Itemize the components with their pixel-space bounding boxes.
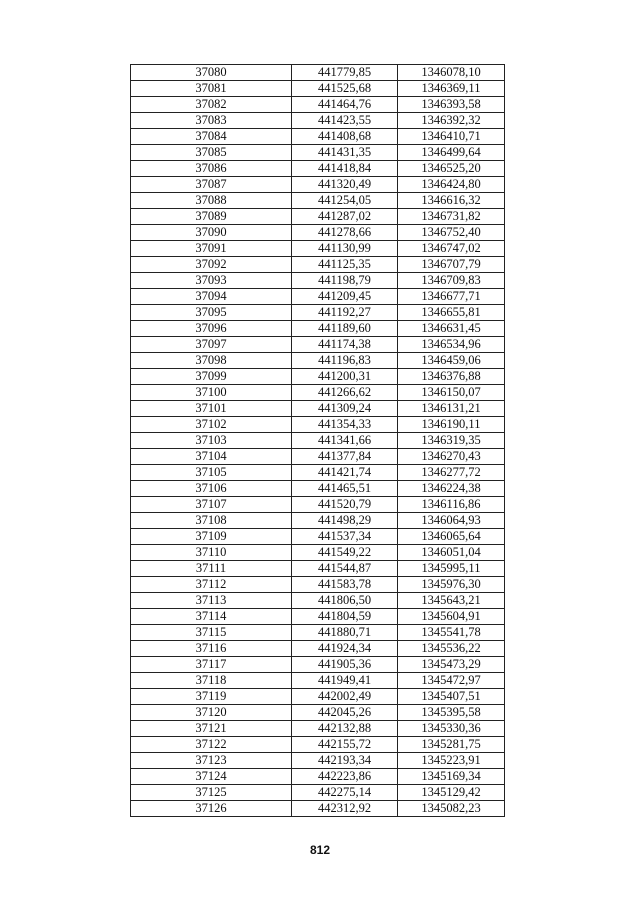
point-number-cell: 37089 (131, 209, 292, 225)
x-coordinate-cell: 441806,50 (292, 593, 398, 609)
y-coordinate-cell: 1345472,97 (398, 673, 505, 689)
x-coordinate-cell: 441525,68 (292, 81, 398, 97)
y-coordinate-cell: 1345330,36 (398, 721, 505, 737)
point-number-cell: 37122 (131, 737, 292, 753)
point-number-cell: 37126 (131, 801, 292, 817)
point-number-cell: 37098 (131, 353, 292, 369)
x-coordinate-cell: 441880,71 (292, 625, 398, 641)
table-row (131, 657, 505, 673)
point-number-cell: 37100 (131, 385, 292, 401)
y-coordinate-cell: 1346459,06 (398, 353, 505, 369)
table-row (131, 257, 505, 273)
y-coordinate-cell: 1346499,64 (398, 145, 505, 161)
x-coordinate-cell: 441949,41 (292, 673, 398, 689)
x-coordinate-cell: 441421,74 (292, 465, 398, 481)
x-coordinate-cell: 441198,79 (292, 273, 398, 289)
point-number-cell: 37113 (131, 593, 292, 609)
point-number-cell: 37093 (131, 273, 292, 289)
y-coordinate-cell: 1346525,20 (398, 161, 505, 177)
y-coordinate-cell: 1346369,11 (398, 81, 505, 97)
y-coordinate-cell: 1346534,96 (398, 337, 505, 353)
table-row (131, 465, 505, 481)
x-coordinate-cell: 441196,83 (292, 353, 398, 369)
table-row (131, 193, 505, 209)
y-coordinate-cell: 1346065,64 (398, 529, 505, 545)
point-number-cell: 37081 (131, 81, 292, 97)
table-row (131, 449, 505, 465)
y-coordinate-cell: 1346376,88 (398, 369, 505, 385)
table-row (131, 481, 505, 497)
y-coordinate-cell: 1346616,32 (398, 193, 505, 209)
x-coordinate-cell: 441377,84 (292, 449, 398, 465)
table-row (131, 689, 505, 705)
coordinate-table-body (131, 65, 505, 817)
x-coordinate-cell: 441423,55 (292, 113, 398, 129)
table-row (131, 513, 505, 529)
point-number-cell: 37092 (131, 257, 292, 273)
y-coordinate-cell: 1345536,22 (398, 641, 505, 657)
point-number-cell: 37087 (131, 177, 292, 193)
table-row (131, 785, 505, 801)
y-coordinate-cell: 1346655,81 (398, 305, 505, 321)
y-coordinate-cell: 1346424,80 (398, 177, 505, 193)
point-number-cell: 37104 (131, 449, 292, 465)
point-number-cell: 37090 (131, 225, 292, 241)
point-number-cell: 37123 (131, 753, 292, 769)
y-coordinate-cell: 1346631,45 (398, 321, 505, 337)
x-coordinate-cell: 441464,76 (292, 97, 398, 113)
y-coordinate-cell: 1346116,86 (398, 497, 505, 513)
x-coordinate-cell: 442223,86 (292, 769, 398, 785)
point-number-cell: 37105 (131, 465, 292, 481)
y-coordinate-cell: 1345604,91 (398, 609, 505, 625)
x-coordinate-cell: 441320,49 (292, 177, 398, 193)
x-coordinate-cell: 441418,84 (292, 161, 398, 177)
point-number-cell: 37094 (131, 289, 292, 305)
y-coordinate-cell: 1345082,23 (398, 801, 505, 817)
y-coordinate-cell: 1346709,83 (398, 273, 505, 289)
y-coordinate-cell: 1346078,10 (398, 65, 505, 81)
table-row (131, 369, 505, 385)
table-row (131, 385, 505, 401)
y-coordinate-cell: 1346707,79 (398, 257, 505, 273)
y-coordinate-cell: 1346677,71 (398, 289, 505, 305)
table-row (131, 705, 505, 721)
x-coordinate-cell: 441465,51 (292, 481, 398, 497)
point-number-cell: 37088 (131, 193, 292, 209)
x-coordinate-cell: 441498,29 (292, 513, 398, 529)
point-number-cell: 37099 (131, 369, 292, 385)
x-coordinate-cell: 442155,72 (292, 737, 398, 753)
table-row (131, 401, 505, 417)
point-number-cell: 37125 (131, 785, 292, 801)
point-number-cell: 37114 (131, 609, 292, 625)
x-coordinate-cell: 441431,35 (292, 145, 398, 161)
point-number-cell: 37083 (131, 113, 292, 129)
y-coordinate-cell: 1346393,58 (398, 97, 505, 113)
y-coordinate-cell: 1346051,04 (398, 545, 505, 561)
table-row (131, 65, 505, 81)
x-coordinate-cell: 441189,60 (292, 321, 398, 337)
y-coordinate-cell: 1345281,75 (398, 737, 505, 753)
x-coordinate-cell: 442193,34 (292, 753, 398, 769)
x-coordinate-cell: 442132,88 (292, 721, 398, 737)
y-coordinate-cell: 1346224,38 (398, 481, 505, 497)
table-row (131, 177, 505, 193)
x-coordinate-cell: 442275,14 (292, 785, 398, 801)
point-number-cell: 37119 (131, 689, 292, 705)
point-number-cell: 37115 (131, 625, 292, 641)
table-row (131, 97, 505, 113)
x-coordinate-cell: 441924,34 (292, 641, 398, 657)
x-coordinate-cell: 442312,92 (292, 801, 398, 817)
table-row (131, 769, 505, 785)
table-row (131, 417, 505, 433)
y-coordinate-cell: 1346319,35 (398, 433, 505, 449)
x-coordinate-cell: 442045,26 (292, 705, 398, 721)
x-coordinate-cell: 441287,02 (292, 209, 398, 225)
table-row (131, 577, 505, 593)
y-coordinate-cell: 1345541,78 (398, 625, 505, 641)
x-coordinate-cell: 441549,22 (292, 545, 398, 561)
x-coordinate-cell: 441520,79 (292, 497, 398, 513)
y-coordinate-cell: 1345407,51 (398, 689, 505, 705)
x-coordinate-cell: 442002,49 (292, 689, 398, 705)
table-row (131, 529, 505, 545)
coordinate-table (130, 64, 505, 817)
point-number-cell: 37095 (131, 305, 292, 321)
x-coordinate-cell: 441278,66 (292, 225, 398, 241)
x-coordinate-cell: 441804,59 (292, 609, 398, 625)
point-number-cell: 37107 (131, 497, 292, 513)
table-row (131, 625, 505, 641)
point-number-cell: 37091 (131, 241, 292, 257)
point-number-cell: 37117 (131, 657, 292, 673)
x-coordinate-cell: 441779,85 (292, 65, 398, 81)
x-coordinate-cell: 441209,45 (292, 289, 398, 305)
y-coordinate-cell: 1346747,02 (398, 241, 505, 257)
table-row (131, 225, 505, 241)
y-coordinate-cell: 1346277,72 (398, 465, 505, 481)
y-coordinate-cell: 1345395,58 (398, 705, 505, 721)
page-number: 812 (309, 843, 331, 857)
y-coordinate-cell: 1345473,29 (398, 657, 505, 673)
x-coordinate-cell: 441266,62 (292, 385, 398, 401)
table-row (131, 337, 505, 353)
table-row (131, 305, 505, 321)
y-coordinate-cell: 1346270,43 (398, 449, 505, 465)
y-coordinate-cell: 1345223,91 (398, 753, 505, 769)
x-coordinate-cell: 441192,27 (292, 305, 398, 321)
table-row (131, 737, 505, 753)
point-number-cell: 37111 (131, 561, 292, 577)
table-row (131, 289, 505, 305)
table-row (131, 161, 505, 177)
table-row (131, 129, 505, 145)
y-coordinate-cell: 1346190,11 (398, 417, 505, 433)
point-number-cell: 37116 (131, 641, 292, 657)
table-row (131, 545, 505, 561)
x-coordinate-cell: 441174,38 (292, 337, 398, 353)
point-number-cell: 37097 (131, 337, 292, 353)
point-number-cell: 37120 (131, 705, 292, 721)
x-coordinate-cell: 441408,68 (292, 129, 398, 145)
x-coordinate-cell: 441354,33 (292, 417, 398, 433)
point-number-cell: 37103 (131, 433, 292, 449)
table-row (131, 433, 505, 449)
table-row (131, 145, 505, 161)
y-coordinate-cell: 1346064,93 (398, 513, 505, 529)
point-number-cell: 37109 (131, 529, 292, 545)
point-number-cell: 37110 (131, 545, 292, 561)
y-coordinate-cell: 1345643,21 (398, 593, 505, 609)
point-number-cell: 37106 (131, 481, 292, 497)
y-coordinate-cell: 1346731,82 (398, 209, 505, 225)
point-number-cell: 37102 (131, 417, 292, 433)
table-row (131, 753, 505, 769)
point-number-cell: 37096 (131, 321, 292, 337)
table-row (131, 209, 505, 225)
x-coordinate-cell: 441130,99 (292, 241, 398, 257)
x-coordinate-cell: 441583,78 (292, 577, 398, 593)
y-coordinate-cell: 1345129,42 (398, 785, 505, 801)
point-number-cell: 37108 (131, 513, 292, 529)
point-number-cell: 37121 (131, 721, 292, 737)
table-row (131, 721, 505, 737)
point-number-cell: 37082 (131, 97, 292, 113)
y-coordinate-cell: 1345995,11 (398, 561, 505, 577)
point-number-cell: 37118 (131, 673, 292, 689)
x-coordinate-cell: 441125,35 (292, 257, 398, 273)
table-row (131, 593, 505, 609)
table-row (131, 561, 505, 577)
y-coordinate-cell: 1346131,21 (398, 401, 505, 417)
table-row (131, 673, 505, 689)
x-coordinate-cell: 441537,34 (292, 529, 398, 545)
x-coordinate-cell: 441200,31 (292, 369, 398, 385)
table-row (131, 113, 505, 129)
x-coordinate-cell: 441254,05 (292, 193, 398, 209)
table-row (131, 81, 505, 97)
table-row (131, 353, 505, 369)
table-row (131, 241, 505, 257)
point-number-cell: 37086 (131, 161, 292, 177)
x-coordinate-cell: 441341,66 (292, 433, 398, 449)
table-row (131, 609, 505, 625)
x-coordinate-cell: 441309,24 (292, 401, 398, 417)
table-row (131, 273, 505, 289)
y-coordinate-cell: 1345976,30 (398, 577, 505, 593)
point-number-cell: 37080 (131, 65, 292, 81)
x-coordinate-cell: 441905,36 (292, 657, 398, 673)
table-row (131, 321, 505, 337)
y-coordinate-cell: 1346410,71 (398, 129, 505, 145)
point-number-cell: 37085 (131, 145, 292, 161)
x-coordinate-cell: 441544,87 (292, 561, 398, 577)
y-coordinate-cell: 1346392,32 (398, 113, 505, 129)
y-coordinate-cell: 1345169,34 (398, 769, 505, 785)
point-number-cell: 37124 (131, 769, 292, 785)
table-row (131, 641, 505, 657)
point-number-cell: 37112 (131, 577, 292, 593)
point-number-cell: 37101 (131, 401, 292, 417)
point-number-cell: 37084 (131, 129, 292, 145)
table-row (131, 801, 505, 817)
y-coordinate-cell: 1346150,07 (398, 385, 505, 401)
table-row (131, 497, 505, 513)
y-coordinate-cell: 1346752,40 (398, 225, 505, 241)
